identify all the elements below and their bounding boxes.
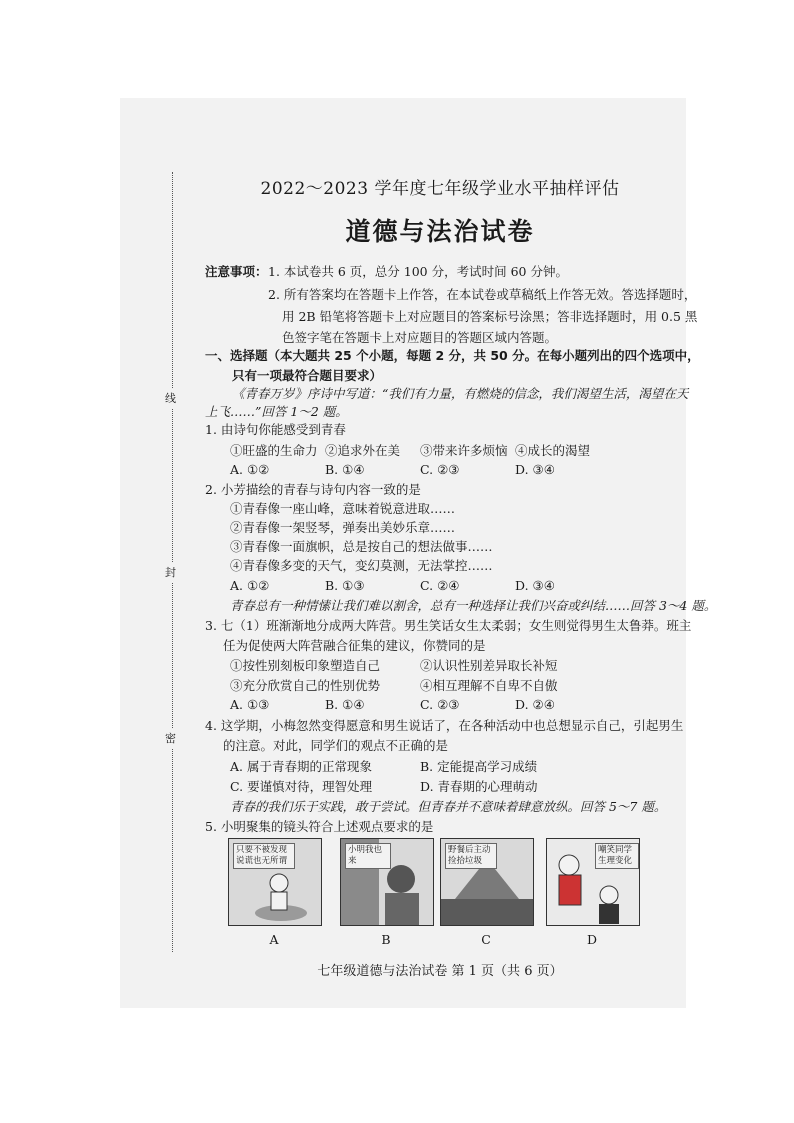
- section-title-cont: 只有一项最符合题目要求）: [232, 368, 383, 383]
- q1-option-a: A. ①②: [230, 462, 270, 477]
- q1-item-1: ①旺盛的生命力: [230, 443, 318, 458]
- q4-stem-cont: 的注意。对此，同学们的观点不正确的是: [223, 738, 449, 753]
- q4-stem: 4. 这学期，小梅忽然变得愿意和男生说话了，在各种活动中也总想显示自己，引起男生: [205, 718, 684, 733]
- q1-item-4: ④成长的渴望: [515, 443, 591, 458]
- intro-q3-4: 青春总有一种情愫让我们难以割舍，总有一种选择让我们兴奋或纠结……回答 3～4 题。: [230, 598, 717, 613]
- q1-item-2: ②追求外在美: [325, 443, 401, 458]
- subject-title: 道德与法治试卷: [345, 217, 535, 246]
- caption-b: 小明我也来: [345, 843, 391, 869]
- q3-option-b: B. ①④: [325, 697, 365, 712]
- q2-option-c: C. ②④: [420, 578, 460, 593]
- q2-stem: 2. 小芳描绘的青春与诗句内容一致的是: [205, 482, 421, 497]
- q2-option-a: A. ①②: [230, 578, 270, 593]
- q1-option-b: B. ①④: [325, 462, 365, 477]
- caption-d: 嘲笑同学生理变化: [595, 843, 639, 869]
- intro-q5-7: 青春的我们乐于实践，敢于尝试。但青春并不意味着肆意放纵。回答 5～7 题。: [230, 799, 667, 814]
- q1-item-3: ③带来许多烦恼: [420, 443, 508, 458]
- q5-stem: 5. 小明聚集的镜头符合上述观点要求的是: [205, 819, 434, 834]
- q5-image-c: [440, 838, 534, 926]
- q5-label-c: C: [481, 932, 491, 947]
- q5-label-b: B: [381, 932, 391, 947]
- q2-option-d: D. ③④: [515, 578, 555, 593]
- notice-line-2c: 色签字笔在答题卡上对应题目的答题区域内答题。: [282, 330, 558, 345]
- q3-option-c: C. ②③: [420, 697, 460, 712]
- q5-image-a: [228, 838, 322, 926]
- q4-option-b: B. 定能提高学习成绩: [420, 759, 538, 774]
- q1-option-d: D. ③④: [515, 462, 555, 477]
- section-title: 一、选择题（本大题共 25 个小题，每题 2 分，共 50 分。在每小题列出的四个选项中，: [205, 348, 700, 363]
- notice-line-2a: 2. 所有答案均在答题卡上作答，在本试卷或草稿纸上作答无效。答选择题时，: [268, 287, 697, 302]
- q3-item-2: ②认识性别差异取长补短: [420, 658, 558, 673]
- q4-option-d: D. 青春期的心理萌动: [420, 779, 538, 794]
- q3-item-1: ①按性别刻板印象塑造自己: [230, 658, 381, 673]
- q3-option-a: A. ①③: [230, 697, 270, 712]
- notice-label: 注意事项：: [205, 264, 268, 279]
- binding-label-mi: 密: [165, 728, 176, 748]
- q1-option-c: C. ②③: [420, 462, 460, 477]
- q3-option-d: D. ②④: [515, 697, 555, 712]
- q3-item-4: ④相互理解不自卑不自傲: [420, 678, 558, 693]
- q5-image-d: [546, 838, 640, 926]
- q5-label-d: D: [586, 932, 598, 947]
- q2-item-4: ④青春像多变的天气，变幻莫测，无法掌控……: [230, 558, 493, 573]
- q5-image-b: [340, 838, 434, 926]
- binding-label-xian: 线: [165, 388, 176, 408]
- q2-item-1: ①青春像一座山峰，意味着锐意进取……: [230, 501, 456, 516]
- q4-option-c: C. 要谨慎对待，理智处理: [230, 779, 373, 794]
- page-title: 2022～2023 学年度七年级学业水平抽样评估: [260, 179, 620, 199]
- section-intro-cont: 上飞……”回答 1～2 题。: [205, 404, 348, 419]
- q4-option-a: A. 属于青春期的正常现象: [230, 759, 372, 774]
- q2-item-2: ②青春像一架竖琴，弹奏出美妙乐章……: [230, 520, 456, 535]
- q3-stem: 3. 七（1）班渐渐地分成两大阵营。男生笑话女生太柔弱；女生则觉得男生太鲁莽。班主: [205, 618, 692, 633]
- q2-option-b: B. ①③: [325, 578, 365, 593]
- section-intro: 《青春万岁》序诗中写道：“我们有力量，有燃烧的信念，我们渴望生活，渴望在天: [232, 386, 689, 401]
- page-footer: 七年级道德与法治试卷 第 1 页（共 6 页）: [317, 964, 563, 979]
- notice-line-1: 1. 本试卷共 6 页，总分 100 分，考试时间 60 分钟。: [268, 264, 568, 279]
- q3-stem-cont: 任为促使两大阵营融合征集的建议，你赞同的是: [223, 638, 486, 653]
- q3-item-3: ③充分欣赏自己的性别优势: [230, 678, 381, 693]
- q1-stem: 1. 由诗句你能感受到青春: [205, 422, 346, 437]
- binding-label-feng: 封: [165, 562, 176, 582]
- caption-c: 野餐后主动捡拾垃圾: [445, 843, 497, 869]
- caption-a: 只要不被发现说谎也无所谓: [233, 843, 295, 869]
- q2-item-3: ③青春像一面旗帜，总是按自己的想法做事……: [230, 539, 493, 554]
- notice-line-2b: 用 2B 铅笔将答题卡上对应题目的答案标号涂黑；答非选择题时，用 0.5 黑: [282, 309, 698, 324]
- q5-label-a: A: [269, 932, 279, 947]
